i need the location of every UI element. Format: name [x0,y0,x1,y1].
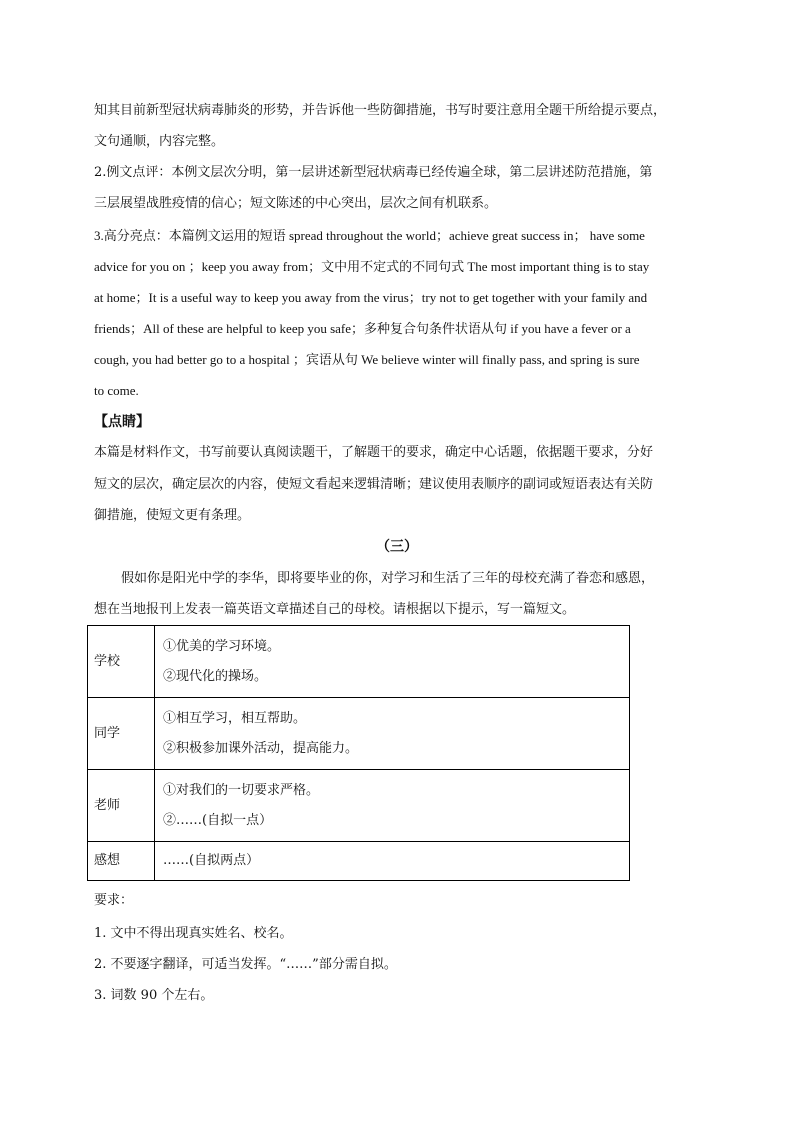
text-line: 知其目前新型冠状病毒肺炎的形势，并告诉他一些防御措施，书写时要注意用全题干所给提示要点， [94,103,667,118]
task-line: 想在当地报刊上发表一篇英语文章描述自己的母校。请根据以下提示，写一篇短文。 [94,602,576,617]
text-line: 三层展望战胜疫情的信心；短文陈述的中心突出，层次之间有机联系。 [94,196,498,211]
table-item: ……(自拟两点） [163,853,260,868]
dianjing-line: 本篇是材料作文，书写前要认真阅读题干，了解题干的要求，确定中心话题，依据题干要求，分好 [94,445,654,460]
text-line: 2.例文点评：本例文层次分明，第一层讲述新型冠状病毒已经传遍全球，第二层讲述防范措施，第 [94,165,653,180]
table-content-cell [155,842,630,881]
table-item: ①优美的学习环境。 [163,638,281,654]
table-label-cell: 学校 [88,626,155,698]
requirements-heading: 要求： [94,893,134,908]
text-line: 3.高分亮点：本篇例文运用的短语 spread throughout the world；achieve great success in； have some [94,228,645,243]
dianjing-heading: 【点睛】 [94,414,150,430]
table-label-cell: 老师 [88,770,155,842]
dianjing-line: 短文的层次，确定层次的内容，使短文看起来逻辑清晰；建议使用表顺序的副词或短语表达有关防 [94,477,654,492]
dianjing-line: 御措施，使短文更有条理。 [94,508,251,523]
table-item: ②……(自拟一点） [163,812,273,828]
text-line: to come. [94,383,139,398]
requirement-item: 1. 文中不得出现真实姓名、校名。 [94,926,293,941]
prompt-table [87,625,630,881]
table-content-cell [155,626,630,698]
text-line: cough, you had better go to a hospital ；宾语从句 We believe winter will finally pass, and spring is sure [94,352,640,367]
table-label-cell: 感想 [88,842,155,881]
table-item: ①对我们的一切要求严格。 [163,782,320,798]
text-line: friends；All of these are helpful to keep you safe；多种复合句条件状语从句 if you have a fever or a [94,321,631,336]
table-item: ②现代化的操场。 [163,668,268,684]
table-content-cell [155,770,630,842]
table-row [88,626,630,698]
task-line: 假如你是阳光中学的李华，即将要毕业的你，对学习和生活了三年的母校充满了眷恋和感恩， [121,571,655,586]
table-item: ②积极参加课外活动，提高能力。 [163,740,359,756]
table-row [88,842,630,881]
table-row [88,770,630,842]
requirement-item: 2. 不要逐字翻译，可适当发挥。“……”部分需自拟。 [94,957,397,972]
table-label-cell: 同学 [88,698,155,770]
text-line: 文句通顺，内容完整。 [94,134,225,149]
text-line: at home；It is a useful way to keep you away from the virus；try not to get together with your family and [94,290,648,305]
text-line: advice for you on ；keep you away from；文中用不定式的不同句式 The most important thing is to stay [94,259,650,274]
requirement-item: 3. 词数 90 个左右。 [94,988,214,1003]
section-title: （三） [376,539,418,555]
table-item: ①相互学习，相互帮助。 [163,710,307,726]
table-row [88,698,630,770]
table-content-cell [155,698,630,770]
